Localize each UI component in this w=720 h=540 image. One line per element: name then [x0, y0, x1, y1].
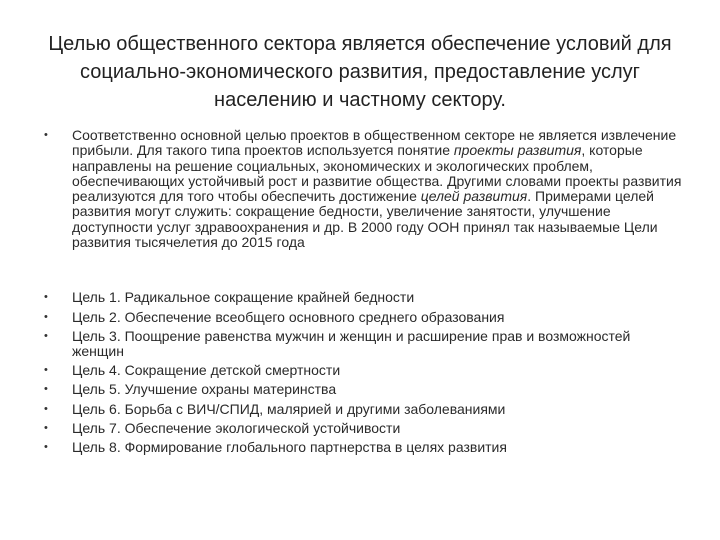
slide-title [40, 30, 680, 114]
goal-text: Цель 8. Формирование глобального партнерства в целях развития [72, 439, 507, 455]
bullet-marker: • [44, 129, 48, 141]
goal-text: Цель 3. Поощрение равенства мужчин и женщин и расширение прав и возможностей женщин [72, 328, 631, 360]
bullet-marker: • [44, 364, 48, 376]
goal-text: Цель 4. Сокращение детской смертности [72, 362, 341, 378]
intro-text-2: , которые направлены на решение социальных, экономических и экологических проблем, обеспечивающих устойчивый рост и развитие общества. Другими словами проекты развития реализуются для того чтобы обеспечить достижение [72, 142, 682, 205]
title-line: Целью общественного сектора является обеспечение условий для [48, 33, 672, 55]
bullet-marker: • [44, 311, 48, 323]
bullet-marker: • [44, 330, 48, 342]
bullet-marker: • [44, 441, 48, 453]
title-line: социально-экономического развития, предоставление услуг [80, 61, 640, 83]
bullet-marker: • [44, 403, 48, 415]
goal-text: Цель 2. Обеспечение всеобщего основного среднего образования [72, 309, 505, 325]
bullet-marker: • [44, 383, 48, 395]
intro-text-3: . Примерами целей развития могут служить: сокращение бедности, увеличение занятости, улучшение доступности услуг здравоохранения и др. В 2000 году ООН принял так называемые Цели развития тысячелетия до 2015 года [72, 188, 658, 251]
goal-text: Цель 7. Обеспечение экологической устойчивости [72, 420, 401, 436]
intro-paragraph [72, 128, 682, 250]
term-development-projects: проекты развития [453, 142, 582, 159]
bullet-marker: • [44, 291, 48, 303]
goal-text: Цель 5. Улучшение охраны материнства [72, 381, 337, 397]
intro-text-1: Соответственно основной целью проектов в общественном секторе не является извлечение прибыли. Для такого типа проектов используется понятие [72, 127, 677, 159]
term-development-goals: целей развития [420, 188, 528, 205]
goal-text: Цель 1. Радикальное сокращение крайней бедности [72, 289, 415, 305]
goal-text: Цель 6. Борьба с ВИЧ/СПИД, малярией и другими заболеваниями [72, 401, 506, 417]
title-line: населению и частному сектору. [214, 89, 506, 111]
bullet-marker: • [44, 422, 48, 434]
